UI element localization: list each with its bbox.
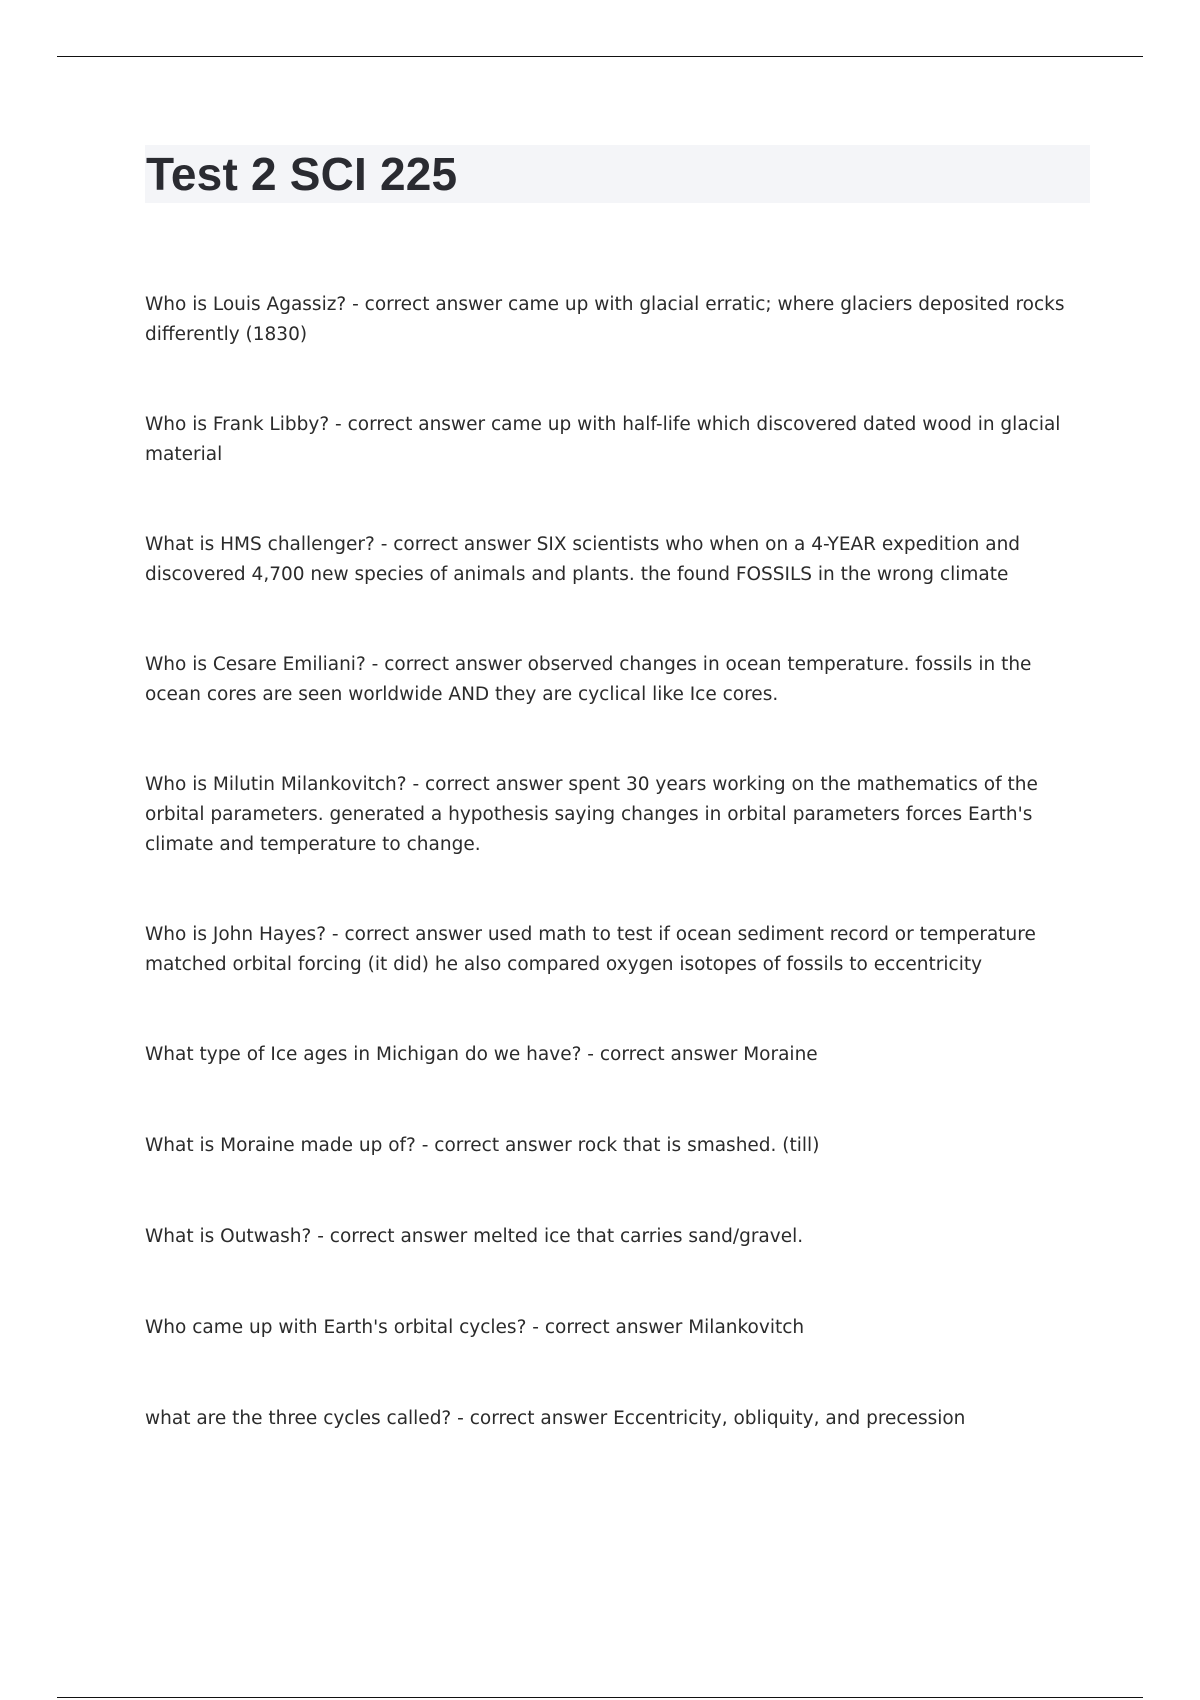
answer-separator: - correct answer xyxy=(365,654,528,675)
answer-separator: - correct answer xyxy=(311,1226,474,1247)
answer-separator: - correct answer xyxy=(581,1044,744,1065)
answer-text: rock that is smashed. (till) xyxy=(577,1135,820,1156)
qa-item-10 xyxy=(145,1313,1090,1343)
answer-text: Milankovitch xyxy=(688,1317,805,1338)
qa-item-6 xyxy=(145,920,1090,980)
answer-separator: - correct answer xyxy=(451,1408,614,1429)
bottom-divider xyxy=(57,1697,1143,1698)
answer-text: came up with glacial erratic; where glaciers deposited rocks differently (1830) xyxy=(145,294,1065,345)
question-text: Who is Milutin Milankovitch? xyxy=(145,774,407,795)
page-title: Test 2 SCI 225 xyxy=(146,148,458,200)
top-divider xyxy=(57,56,1143,57)
question-text: Who is Cesare Emiliani? xyxy=(145,654,366,675)
answer-text: SIX scientists who when on a 4-YEAR expedition and discovered 4,700 new species of animals and plants. the found FOSSILS in the wrong climate xyxy=(145,534,1021,585)
question-text: What type of Ice ages in Michigan do we have? xyxy=(145,1044,582,1065)
qa-item-8 xyxy=(145,1131,1090,1161)
answer-separator: - correct answer xyxy=(406,774,569,795)
question-text: What is Outwash? xyxy=(145,1226,312,1247)
qa-item-5 xyxy=(145,770,1090,860)
question-text: What is Moraine made up of? xyxy=(145,1135,416,1156)
qa-item-4 xyxy=(145,650,1090,710)
question-text: Who is Frank Libby? xyxy=(145,414,330,435)
qa-item-3 xyxy=(145,530,1090,590)
answer-separator: - correct answer xyxy=(415,1135,578,1156)
question-text: Who came up with Earth's orbital cycles? xyxy=(145,1317,527,1338)
qa-item-2 xyxy=(145,410,1090,470)
answer-separator: - correct answer xyxy=(526,1317,689,1338)
answer-text: came up with half-life which discovered dated wood in glacial material xyxy=(145,414,1061,465)
question-text: Who is John Hayes? xyxy=(145,924,327,945)
answer-separator: - correct answer xyxy=(326,924,488,945)
answer-separator: - correct answer xyxy=(329,414,491,435)
question-text: What is HMS challenger? xyxy=(145,534,375,555)
answer-separator: - correct answer xyxy=(374,534,537,555)
qa-item-11 xyxy=(145,1404,1090,1434)
answer-text: observed changes in ocean temperature. fossils in the ocean cores are seen worldwide AND they are cyclical like Ice cores. xyxy=(145,654,1032,705)
qa-item-7 xyxy=(145,1040,1090,1070)
qa-item-9 xyxy=(145,1222,1090,1252)
answer-text: Eccentricity, obliquity, and precession xyxy=(613,1408,966,1429)
question-text: what are the three cycles called? xyxy=(145,1408,452,1429)
qa-item-1 xyxy=(145,290,1090,350)
question-text: Who is Louis Agassiz? xyxy=(145,294,347,315)
answer-text: Moraine xyxy=(743,1044,818,1065)
answer-text: melted ice that carries sand/gravel. xyxy=(473,1226,804,1247)
answer-text: spent 30 years working on the mathematics of the orbital parameters. generated a hypothesis saying changes in orbital parameters forces Earth's climate and temperature to change. xyxy=(145,774,1038,855)
answer-text: used math to test if ocean sediment record or temperature matched orbital forcing (it did) he also compared oxygen isotopes of fossils to eccentricity xyxy=(145,924,1036,975)
answer-separator: - correct answer xyxy=(346,294,509,315)
